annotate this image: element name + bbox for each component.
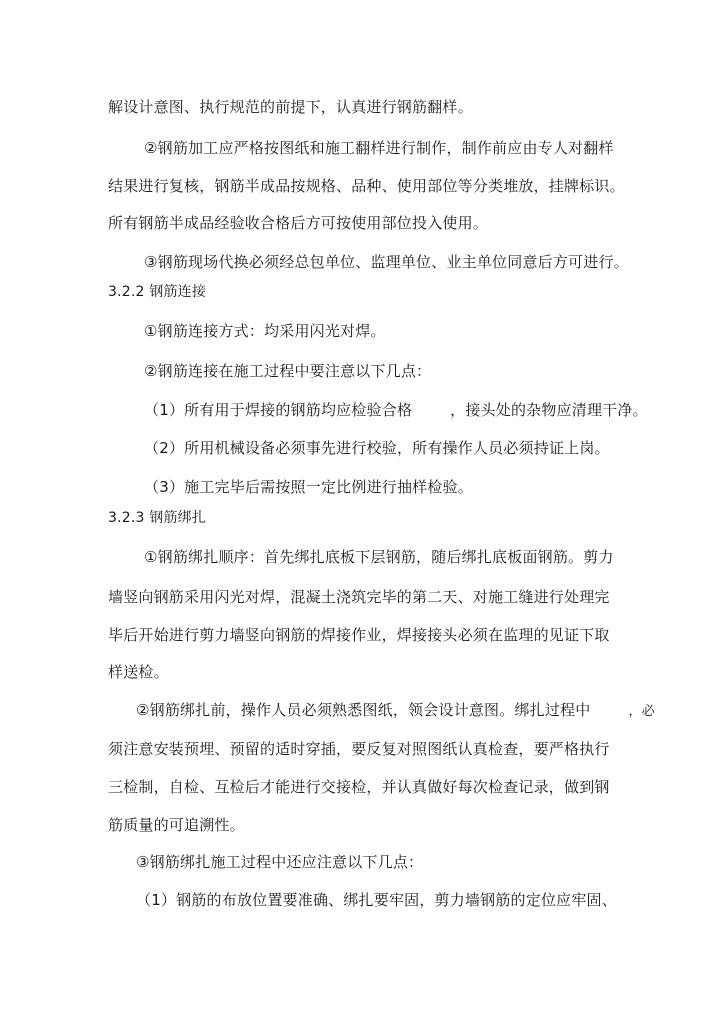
- paragraph-line: 三检制，自检、互检后才能进行交接检，并认真做好每次检查记录，做到钢: [108, 778, 610, 796]
- paragraph-text: ，必: [628, 704, 655, 719]
- list-item: （2）所用机械设备必须事先进行校验，所有操作人员必须持证上岗。: [144, 439, 610, 457]
- paragraph-line: 解设计意图、执行规范的前提下，认真进行钢筋翻样。: [108, 98, 473, 116]
- paragraph-line: 结果进行复核，钢筋半成品按规格、品种、使用部位等分类堆放，挂牌标识。: [108, 177, 625, 195]
- paragraph-line: 毕后开始进行剪力墙竖向钢筋的焊接作业，焊接接头必须在监理的见证下取: [108, 626, 610, 644]
- paragraph-line: ③钢筋绑扎施工过程中还应注意以下几点：: [136, 853, 424, 871]
- list-item: （3）施工完毕后需按照一定比例进行抽样检验。: [144, 478, 473, 496]
- paragraph-line: 墙竖向钢筋采用闪光对焊，混凝土浇筑完毕的第二天、对施工缝进行处理完: [108, 588, 610, 606]
- paragraph-line: ①钢筋连接方式：均采用闪光对焊。: [144, 322, 386, 340]
- list-item-text: （1）所有用于焊接的钢筋均应检验合格: [144, 401, 413, 419]
- paragraph-line: ②钢筋连接在施工过程中要注意以下几点：: [144, 362, 432, 380]
- paragraph-line: ①钢筋绑扎顺序：首先绑扎底板下层钢筋，随后绑扎底板面钢筋。剪力: [144, 548, 614, 566]
- paragraph-text: ②钢筋绑扎前，操作人员必须熟悉图纸，领会设计意图。绑扎过程中: [136, 701, 591, 719]
- list-item: （1）钢筋的布放位置要准确、绑扎要牢固，剪力墙钢筋的定位应牢固、: [136, 891, 617, 909]
- paragraph-line: 须注意安装预埋、预留的适时穿插，要反复对照图纸认真检查，要严格执行: [108, 740, 610, 758]
- paragraph-line: [136, 700, 655, 722]
- paragraph-line: ②钢筋加工应严格按图纸和施工翻样进行制作，制作前应由专人对翻样: [144, 139, 614, 157]
- paragraph-line: 筋质量的可追溯性。: [108, 816, 245, 834]
- paragraph-line: 所有钢筋半成品经验收合格后方可按使用部位投入使用。: [108, 214, 489, 232]
- section-heading: 3.2.3 钢筋绑扎: [108, 510, 207, 526]
- section-heading: 3.2.2 钢筋连接: [108, 284, 207, 300]
- paragraph-line: 样送检。: [108, 663, 169, 681]
- list-item-text: ，接头处的杂物应清理干净。: [450, 401, 648, 419]
- list-item: [144, 400, 648, 420]
- paragraph-line: ③钢筋现场代换必须经总包单位、监理单位、业主单位同意后方可进行。: [144, 253, 629, 271]
